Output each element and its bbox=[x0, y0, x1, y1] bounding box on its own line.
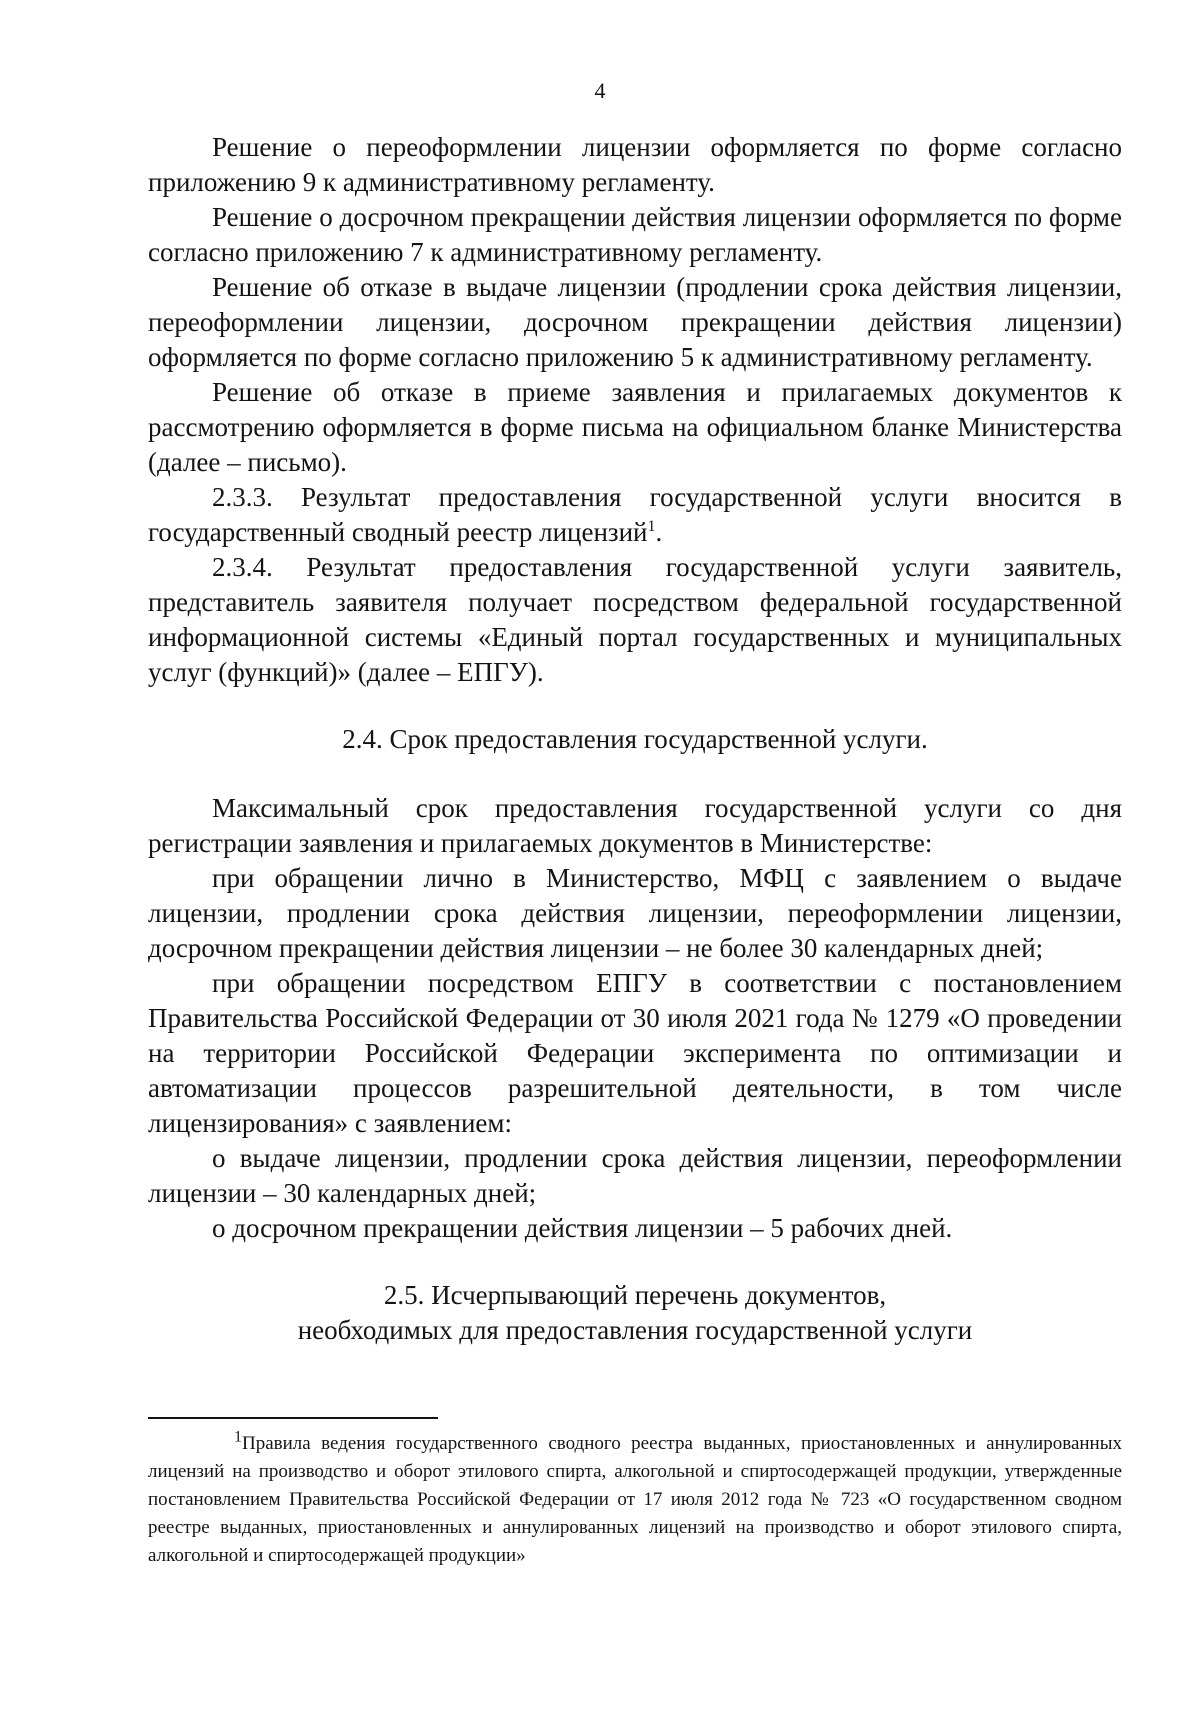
section-heading-2-4: 2.4. Срок предоставления государственной услуги. bbox=[342, 724, 928, 754]
footnote-text: Правила ведения государственного сводного реестра выданных, приостановленных и аннулированных лицензий на производство и оборот этилового спирта, алкогольной и спиртосодержащей продукции, утвержденные постановлением Правительства Российской Федерации от 17 июля 2012 года № 723 «О государственном сводном реестре выданных, приостановленных и аннулированных лицензий на производство и оборот этилового спирта, алкогольной и спиртосодержащей продукции» bbox=[148, 1433, 1122, 1566]
footnote-separator bbox=[148, 1417, 438, 1419]
paragraph-issue-extension-reissue: о выдаче лицензии, продлении срока действия лицензии, переоформлении лицензии – 30 календарных дней; bbox=[148, 1143, 1122, 1208]
paragraph-max-term: Максимальный срок предоставления государственной услуги со дня регистрации заявления и прилагаемых документов в Министерстве: bbox=[148, 793, 1122, 858]
footnote bbox=[148, 1430, 1122, 1570]
paragraph-2-3-3 bbox=[148, 480, 1122, 550]
paragraph-refusal-issue-decision: Решение об отказе в выдаче лицензии (продлении срока действия лицензии, переоформлении лицензии, досрочном прекращении действия лицензии) оформляется по форме согласно приложению 5 к административному регламенту. bbox=[148, 272, 1122, 372]
paragraph-2-3-4: 2.3.4. Результат предоставления государственной услуги заявитель, представитель заявителя получает посредством федеральной государственной информационной системы «Единый портал государственных и муниципальных услуг (функций)» (далее – ЕПГУ). bbox=[148, 552, 1122, 687]
footnote-reference: 1 bbox=[647, 518, 656, 535]
paragraph-early-termination: о досрочном прекращении действия лицензии – 5 рабочих дней. bbox=[212, 1213, 953, 1243]
section-heading-2-5-line1: 2.5. Исчерпывающий перечень документов, bbox=[383, 1280, 887, 1310]
paragraph-early-termination-decision: Решение о досрочном прекращении действия лицензии оформляется по форме согласно приложению 7 к административному регламенту. bbox=[148, 202, 1122, 267]
paragraph-in-person: при обращении лично в Министерство, МФЦ с заявлением о выдаче лицензии, продлении срока действия лицензии, переоформлении лицензии, досрочном прекращении действия лицензии – не более 30 календарных дней; bbox=[148, 863, 1122, 963]
section-heading-2-5 bbox=[148, 1278, 1122, 1348]
page-number: 4 bbox=[594, 78, 606, 103]
section-2-4-body bbox=[148, 791, 1122, 1246]
document-body bbox=[148, 130, 1122, 1348]
paragraph-2-3-3-end: . bbox=[655, 517, 663, 547]
paragraph-reissue-decision: Решение о переоформлении лицензии оформляется по форме согласно приложению 9 к административному регламенту. bbox=[148, 132, 1122, 197]
paragraph-2-3-3-text: 2.3.3. Результат предоставления государственной услуги вносится в государственный сводный реестр лицензий bbox=[148, 482, 1122, 547]
footnote-marker: 1 bbox=[234, 1428, 242, 1446]
paragraph-refusal-acceptance-decision: Решение об отказе в приеме заявления и прилагаемых документов к рассмотрению оформляется в форме письма на официальном бланке Министерства (далее – письмо). bbox=[148, 377, 1122, 477]
paragraph-via-epgu: при обращении посредством ЕПГУ в соответствии с постановлением Правительства Российской Федерации от 30 июля 2021 года № 1279 «О проведении на территории Российской Федерации эксперимента по оптимизации и автоматизации процессов разрешительной деятельности, в том числе лицензирования» с заявлением: bbox=[148, 968, 1122, 1138]
section-heading-2-5-line2: необходимых для предоставления государственной услуги bbox=[297, 1315, 973, 1345]
